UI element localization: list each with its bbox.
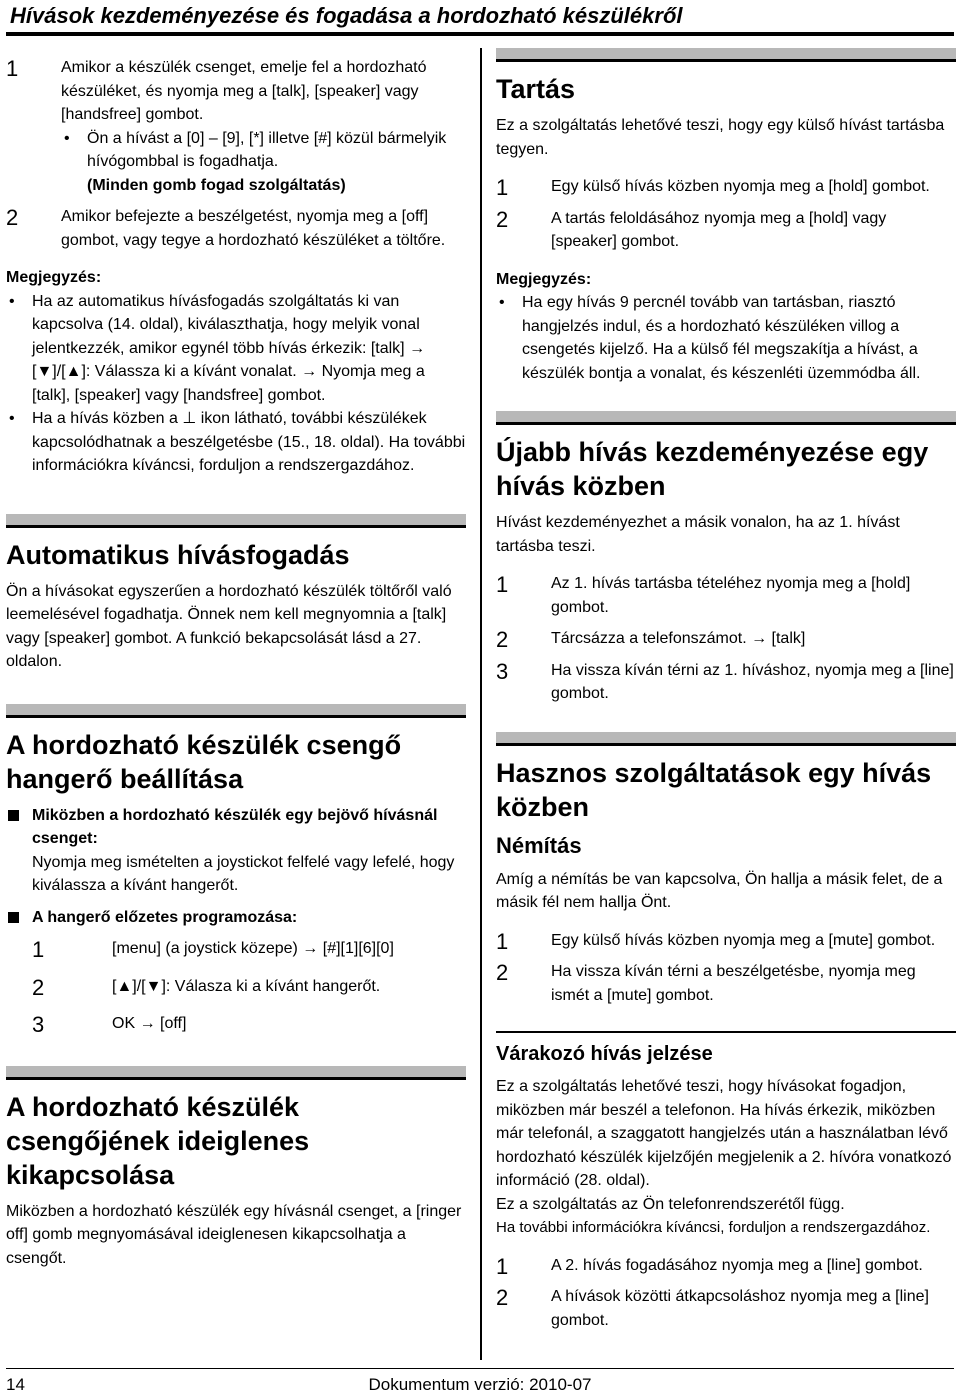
volume-item-1-text: Nyomja meg ismételten a joystickot felfelé vagy lefelé, hogy kiválassza a kívánt hangerőt. — [32, 853, 455, 894]
hold-heading: Tartás — [496, 74, 576, 104]
volume-step-3: 3 OK → [off] — [32, 1012, 187, 1037]
left-column — [6, 48, 466, 1270]
wait-text-2: Ez a szolgáltatás az Ön telefonrendszerétől függ. — [496, 1195, 845, 1213]
wait-heading: Várakozó hívás jelzése — [496, 1043, 713, 1065]
step-1: 1 Amikor a készülék csenget, emelje fel a hordozható készüléket, és nyomja meg a [talk], [speaker] vagy [handsfree] gombot. — [6, 56, 427, 123]
hold-note-heading: Megjegyzés: — [496, 270, 592, 288]
mute-ringer-heading: A hordozható készülék csengőjének ideiglenes kikapcsolása — [6, 1091, 310, 1190]
document-version: Dokumentum verzió: 2010-07 — [368, 1375, 592, 1393]
page-number: 14 — [6, 1375, 25, 1393]
new-call-step-1: 1 Az 1. hívás tartásba tételéhez nyomja meg a [hold] gombot. — [496, 572, 911, 616]
new-call-step-3: 3 Ha vissza kíván térni az 1. híváshoz, nyomja meg a [line] gombot. — [496, 658, 954, 702]
hold-step-2: 2 A tartás feloldásához nyomja meg a [hold] vagy [speaker] gombot. — [496, 206, 887, 250]
hold-note: • Ha egy hívás 9 percnél tovább van tartásban, riasztó hangjelzés indul, és a hordozható készüléken villog a csengetés kijelző. Ha a külső fél megszakítja a hívást, a készülék bontja a vonalat, és készenléti üzemmódba áll. — [496, 291, 956, 385]
subsection-rule — [496, 1031, 956, 1033]
volume-step-1: 1 [menu] (a joystick közepe) → [#][1][6][0] — [32, 937, 394, 962]
auto-text: Ön a hívásokat egyszerűen a hordozható készülék töltőről való leemelésével fogadhatja. Önnek nem kell megnyomnia a [talk] vagy [speaker] gombot. A funkció bekapcsolását lásd a 27. oldalon. — [6, 582, 452, 670]
new-call-step-2: 2 Tárcsázza a telefonszámot. → [talk] — [496, 627, 806, 652]
volume-step-2: 2 [▲]/[▼]: Válasza ki a kívánt hangerőt. — [32, 974, 381, 1000]
page-header — [6, 0, 954, 36]
wait-step-2: 2 A hívások közötti átkapcsoláshoz nyomja meg a [line] gombot. — [496, 1285, 929, 1329]
page-title: Hívások kezdeményezése és fogadása a hordozható készülékről — [10, 3, 683, 28]
section-bar — [496, 411, 956, 425]
section-bar — [6, 514, 466, 528]
useful-heading: Hasznos szolgáltatások egy hívás közben — [496, 757, 932, 822]
volume-heading: A hordozható készülék csengő hangerő beállítása — [6, 729, 402, 794]
mute-step-1: 1 Egy külső hívás közben nyomja meg a [mute] gombot. — [496, 928, 936, 954]
footer-rule — [6, 1368, 954, 1369]
section-bar — [496, 48, 956, 62]
mute-step-2: 2 Ha vissza kíván térni a beszélgetésbe, nyomja meg ismét a [mute] gombot. — [496, 960, 916, 1004]
note-2: • Ha a hívás közben a ⊥ ikon látható, további készülékek kapcsolódhatnak a beszélgetésbe (15., 18. oldal). Ha további információkra kíváncsi, forduljon a rendszergazdához. — [6, 407, 466, 478]
wait-step-1: 1 A 2. hívás fogadásához nyomja meg a [line] gombot. — [496, 1253, 923, 1279]
step-1-text: Amikor a készülék csenget, emelje fel a hordozható készüléket, és nyomja meg a [talk], [speaker] vagy [handsfree] gombot. — [61, 59, 427, 123]
step-1-bullet: • Ön a hívást a [0] – [9], [*] illetve [#] közül bármelyik hívógombbal is fogadhatja. — [61, 127, 466, 174]
hold-step-1: 1 Egy külső hívás közben nyomja meg a [hold] gombot. — [496, 175, 930, 200]
section-bar — [496, 732, 956, 746]
note-1: • Ha az automatikus hívásfogadás szolgáltatás ki van kapcsolva (14. oldal), kiválaszthatja, hogy melyik vonal jelentkezzék, amikor egynél több hívás érkezik: [talk] → [▼]/[▲]: Válassza ki a kívánt vonalat. → Nyomja meg a [talk], [speaker] vagy [handsfree] gombot. — [6, 290, 466, 408]
section-bar — [6, 1066, 466, 1080]
new-call-text: Hívást kezdeményezhet a másik vonalon, ha az 1. hívást tartásba teszi. — [496, 514, 900, 555]
right-column — [496, 48, 956, 1332]
new-call-heading: Újabb hívás kezdeményezése egy hívás közben — [496, 437, 929, 501]
wait-text: Ez a szolgáltatás lehetővé teszi, hogy hívásokat fogadjon, miközben már beszél a telefonon. Ha hívás érkezik, miközben már telefonál, a szaggatott hangjelzés után a használatban lévő hordozható készülék kijelzőjén megjelenik a 2. hívóra vonatkozó információ (28. oldal). — [496, 1078, 952, 1189]
column-divider — [480, 48, 482, 1360]
mute-ringer-text: Miközben a hordozható készülék egy hívásnál csenget, a [ringer off] gomb megnyomásával ideiglenesen kikapcsolhatja a csengőt. — [6, 1202, 462, 1267]
wait-text-3: Ha további információkra kíváncsi, forduljon a rendszergazdához. — [496, 1219, 931, 1236]
step-2: 2 Amikor befejezte a beszélgetést, nyomja meg a [off] gombot, vagy tegye a hordozható készüléket a töltőre. — [6, 205, 446, 249]
mute-text: Amíg a némítás be van kapcsolva, Ön hallja a másik felet, de a másik fél nem hallja Önt. — [496, 870, 943, 911]
step-1-bold: (Minden gomb fogad szolgáltatás) — [87, 176, 346, 194]
hold-text: Ez a szolgáltatás lehetővé teszi, hogy egy külső hívást tartásba tegyen. — [496, 117, 945, 158]
note-heading: Megjegyzés: — [6, 269, 102, 286]
volume-item-2: A hangerő előzetes programozása: — [6, 906, 466, 930]
step-2-text: Amikor befejezte a beszélgetést, nyomja meg a [off] gombot, vagy tegye a hordozható készüléket a töltőre. — [61, 208, 446, 249]
section-bar — [6, 704, 466, 718]
volume-item-1: Miközben a hordozható készülék egy bejövő hívásnál csenget: — [6, 804, 466, 851]
mute-heading: Némítás — [496, 832, 582, 858]
auto-heading: Automatikus hívásfogadás — [6, 539, 350, 570]
